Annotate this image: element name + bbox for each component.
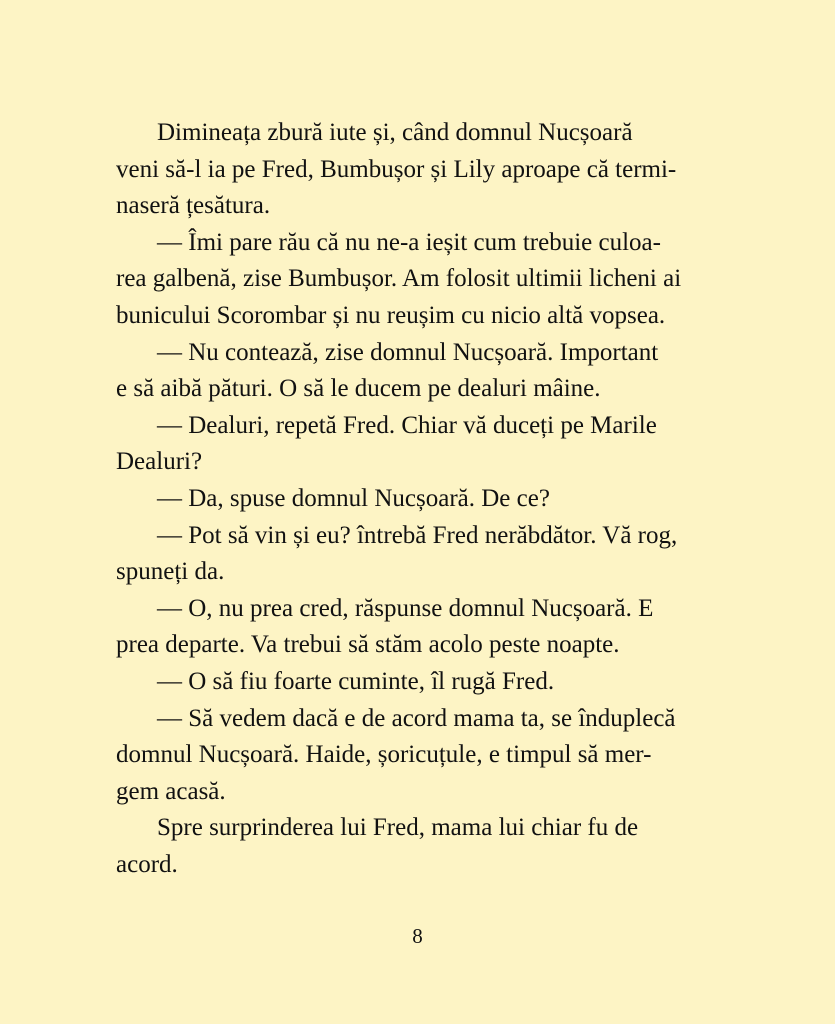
text-line: bunicului Scorombar și nu reușim cu nicio altă vopsea.	[116, 301, 666, 329]
text-line: Dimineața zbură iute și, când domnul Nucșoară	[157, 119, 633, 146]
text-line: — O, nu prea cred, răspunse domnul Nucșoară. E	[157, 594, 654, 622]
page-number: 8	[412, 924, 423, 948]
text-line: — O să fiu foarte cuminte, îl rugă Fred.	[157, 667, 555, 695]
text-line: veni să-l ia pe Fred, Bumbușor și Lily aproape că termi-	[116, 155, 677, 183]
text-line: — Da, spuse domnul Nucșoară. De ce?	[157, 484, 550, 512]
text-line: Dealuri?	[116, 448, 203, 476]
text-line: — Nu contează, zise domnul Nucșoară. Important	[157, 338, 659, 366]
text-line: Spre surprinderea lui Fred, mama lui chiar fu de	[157, 814, 639, 842]
text-line: rea galbenă, zise Bumbușor. Am folosit ultimii licheni ai	[116, 265, 682, 293]
text-line: spuneți da.	[116, 558, 225, 586]
text-line: — Dealuri, repetă Fred. Chiar vă duceți pe Marile	[157, 411, 657, 439]
text-line: gem acasă.	[116, 777, 226, 805]
text-line: acord.	[116, 850, 178, 878]
text-line: naseră țesătura.	[116, 192, 271, 220]
text-line: — Să vedem dacă e de acord mama ta, se înduplecă	[157, 704, 676, 732]
text-line: e să aibă pături. O să le ducem pe dealuri mâine.	[116, 375, 601, 403]
text-line: prea departe. Va trebui să stăm acolo peste noapte.	[116, 631, 620, 659]
text-line: — Pot să vin și eu? întrebă Fred nerăbdător. Vă rog,	[157, 521, 678, 549]
text-line: domnul Nucșoară. Haide, șoricuțule, e timpul să mer-	[116, 741, 652, 769]
body-text	[116, 115, 736, 883]
text-line: — Îmi pare rău că nu ne-a ieșit cum trebuie culoa-	[157, 228, 661, 256]
